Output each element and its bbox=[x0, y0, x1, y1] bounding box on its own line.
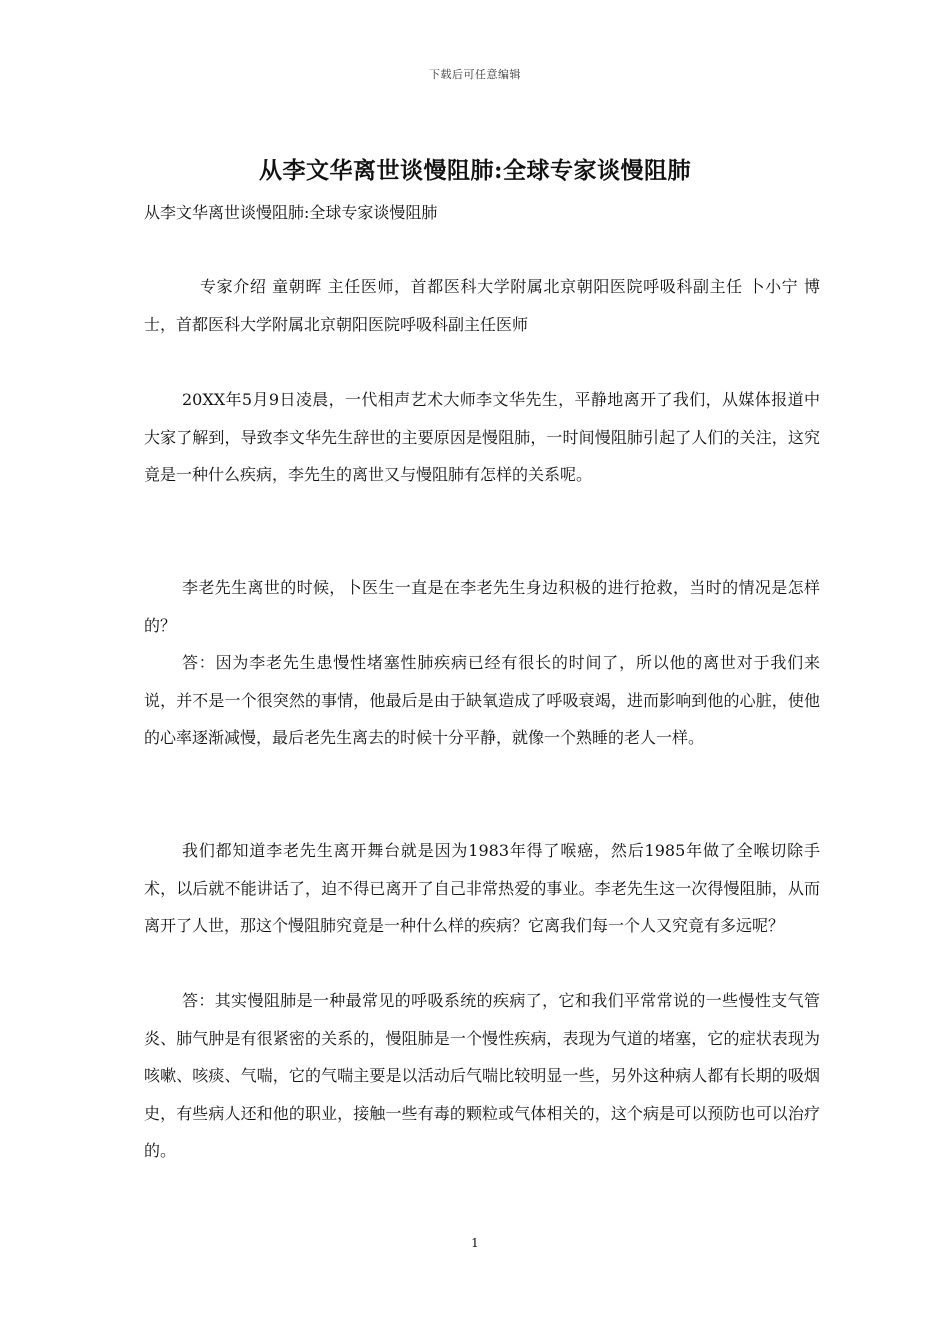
question-paragraph: 我们都知道李老先生离开舞台就是因为1983年得了喉癌，然后1985年做了全喉切除手术，以后就不能讲话了，迫不得已离开了自己非常热爱的事业。李老先生这一次得慢阻肺，从而离开了人世，那这个慢阻肺究竟是一种什么样的疾病？它离我们每一个人又究竟有多远呢？ bbox=[144, 841, 820, 935]
page-title: 从李文华离世谈慢阻肺:全球专家谈慢阻肺 bbox=[259, 157, 691, 184]
header-note: 下载后可任意编辑 bbox=[429, 68, 521, 81]
page-subtitle: 从李文华离世谈慢阻肺:全球专家谈慢阻肺 bbox=[144, 203, 438, 222]
expert-intro-paragraph: 专家介绍 童朝晖 主任医师，首都医科大学附属北京朝阳医院呼吸科副主任 卜小宁 博士，首都医科大学附属北京朝阳医院呼吸科副主任医师 bbox=[144, 277, 820, 334]
body-paragraph: 20XX年5月9日凌晨，一代相声艺术大师李文华先生，平静地离开了我们，从媒体报道中大家了解到，导致李文华先生辞世的主要原因是慢阻肺，一时间慢阻肺引起了人们的关注，这究竟是一种什么疾病，李先生的离世又与慢阻肺有怎样的关系呢。 bbox=[144, 390, 820, 484]
answer-paragraph: 答：因为李老先生患慢性堵塞性肺疾病已经有很长的时间了，所以他的离世对于我们来说，并不是一个很突然的事情，他最后是由于缺氧造成了呼吸衰竭，进而影响到他的心脏，使他的心率逐渐减慢，最后老先生离去的时候十分平静，就像一个熟睡的老人一样。 bbox=[144, 653, 820, 747]
answer-paragraph: 答：其实慢阻肺是一种最常见的呼吸系统的疾病了，它和我们平常常说的一些慢性支气管炎、肺气肿是有很紧密的关系的，慢阻肺是一个慢性疾病，表现为气道的堵塞，它的症状表现为咳嗽、咳痰、气喘，它的气喘主要是以活动后气喘比较明显一些，另外这种病人都有长期的吸烟史，有些病人还和他的职业，接触一些有毒的颗粒或气体相关的，这个病是可以预防也可以治疗的。 bbox=[144, 991, 820, 1160]
question-paragraph: 李老先生离世的时候，卜医生一直是在李老先生身边积极的进行抢救，当时的情况是怎样的？ bbox=[144, 578, 820, 635]
page-number: 1 bbox=[471, 1236, 479, 1250]
